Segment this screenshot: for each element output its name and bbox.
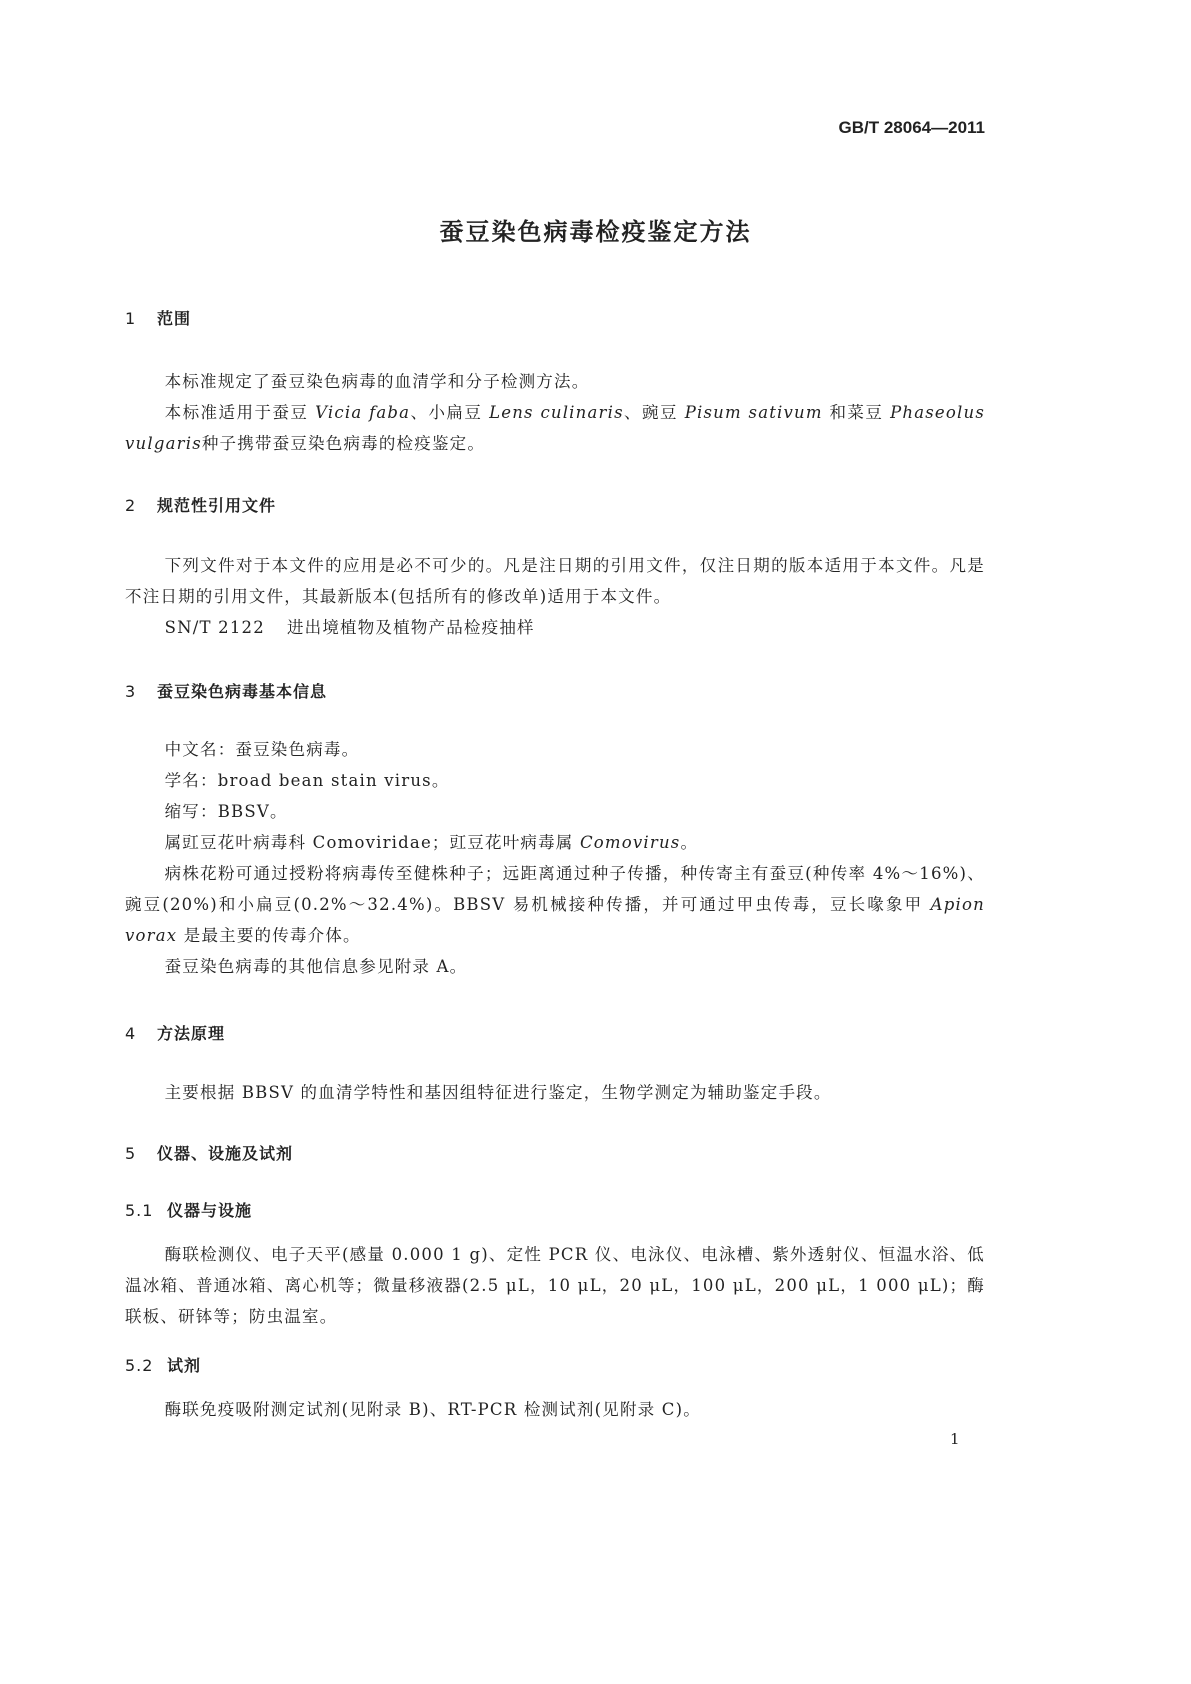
section-number: 2 bbox=[125, 496, 137, 515]
text: 和菜豆 bbox=[822, 403, 891, 422]
species-name: Phaseolus vulgaris bbox=[125, 403, 985, 453]
section-5-1-body bbox=[125, 1239, 985, 1332]
text: 病株花粉可通过授粉将病毒传至健株种子；远距离通过种子传播，种传寄主有蚕豆(种传率 4%～16%)、豌豆(20%)和小扁豆(0.2%～32.4%)。BBSV 易机械接种传播，并可通过甲虫传毒，豆长喙象甲 bbox=[125, 864, 985, 914]
section-number: 1 bbox=[125, 309, 137, 328]
section-2-body bbox=[125, 550, 985, 643]
section-title: 蚕豆染色病毒基本信息 bbox=[157, 682, 328, 701]
page-number: 1 bbox=[950, 1430, 960, 1448]
reference-code: SN/T 2122 bbox=[164, 618, 265, 637]
text: 属豇豆花叶病毒科 Comoviridae；豇豆花叶病毒属 bbox=[164, 833, 580, 852]
section-1-body bbox=[125, 366, 985, 459]
section-heading-5-2 bbox=[125, 1353, 201, 1376]
section-heading-4 bbox=[125, 1021, 225, 1044]
section-3-body bbox=[125, 734, 985, 982]
paragraph: 酶联检测仪、电子天平(感量 0.000 1 g)、定性 PCR 仪、电泳仪、电泳槽、紫外透射仪、恒温水浴、低温冰箱、普通冰箱、离心机等；微量移液器(2.5 μL，10 μL，20 μL，100 μL，200 μL，1 000 μL)；酶联板、研钵等；防虫温室。 bbox=[125, 1245, 985, 1326]
section-title: 范围 bbox=[157, 309, 192, 328]
paragraph: 缩写：BBSV。 bbox=[164, 802, 288, 821]
paragraph: 中文名：蚕豆染色病毒。 bbox=[164, 740, 360, 759]
section-title: 方法原理 bbox=[157, 1024, 226, 1043]
reference-title: 进出境植物及植物产品检疫抽样 bbox=[286, 618, 535, 637]
genus-name: Comovirus bbox=[579, 833, 681, 852]
section-title: 试剂 bbox=[167, 1356, 202, 1375]
paragraph bbox=[125, 827, 985, 858]
section-number: 5 bbox=[125, 1144, 137, 1163]
text: 、小扁豆 bbox=[410, 403, 490, 422]
paragraph bbox=[125, 858, 985, 951]
section-title: 仪器、设施及试剂 bbox=[157, 1144, 294, 1163]
section-4-body bbox=[125, 1077, 985, 1108]
section-heading-2 bbox=[125, 493, 276, 516]
paragraph: 酶联免疫吸附测定试剂(见附录 B)、RT-PCR 检测试剂(见附录 C)。 bbox=[164, 1400, 701, 1419]
paragraph: 本标准规定了蚕豆染色病毒的血清学和分子检测方法。 bbox=[164, 372, 590, 391]
text: 。 bbox=[680, 833, 699, 852]
section-heading-5 bbox=[125, 1141, 293, 1164]
section-heading-5-1 bbox=[125, 1198, 252, 1221]
paragraph: 学名：broad bean stain virus。 bbox=[164, 771, 450, 790]
section-heading-3 bbox=[125, 679, 327, 702]
species-name: Pisum sativum bbox=[684, 403, 823, 422]
paragraph: 主要根据 BBSV 的血清学特性和基因组特征进行鉴定，生物学测定为辅助鉴定手段。 bbox=[164, 1083, 832, 1102]
section-number: 5.1 bbox=[125, 1201, 154, 1220]
text: 、豌豆 bbox=[623, 403, 685, 422]
species-name: Vicia faba bbox=[315, 403, 411, 422]
section-5-2-body bbox=[125, 1394, 985, 1425]
section-heading-1 bbox=[125, 306, 191, 329]
standard-number: GB/T 28064—2011 bbox=[838, 118, 985, 137]
section-number: 3 bbox=[125, 682, 137, 701]
paragraph: 下列文件对于本文件的应用是必不可少的。凡是注日期的引用文件，仅注日期的版本适用于本文件。凡是不注日期的引用文件，其最新版本(包括所有的修改单)适用于本文件。 bbox=[125, 556, 985, 606]
section-number: 4 bbox=[125, 1024, 137, 1043]
species-name: Lens culinaris bbox=[489, 403, 624, 422]
normative-reference bbox=[125, 612, 985, 643]
text: 本标准适用于蚕豆 bbox=[164, 403, 316, 422]
text: 种子携带蚕豆染色病毒的检疫鉴定。 bbox=[201, 434, 486, 453]
section-title: 仪器与设施 bbox=[167, 1201, 253, 1220]
paragraph: 蚕豆染色病毒的其他信息参见附录 A。 bbox=[164, 957, 468, 976]
species-name: Apion vorax bbox=[125, 895, 985, 945]
section-title: 规范性引用文件 bbox=[157, 496, 277, 515]
document-title: 蚕豆染色病毒检疫鉴定方法 bbox=[439, 218, 752, 246]
section-number: 5.2 bbox=[125, 1356, 154, 1375]
text: 是最主要的传毒介体。 bbox=[177, 926, 361, 945]
paragraph bbox=[125, 397, 985, 459]
